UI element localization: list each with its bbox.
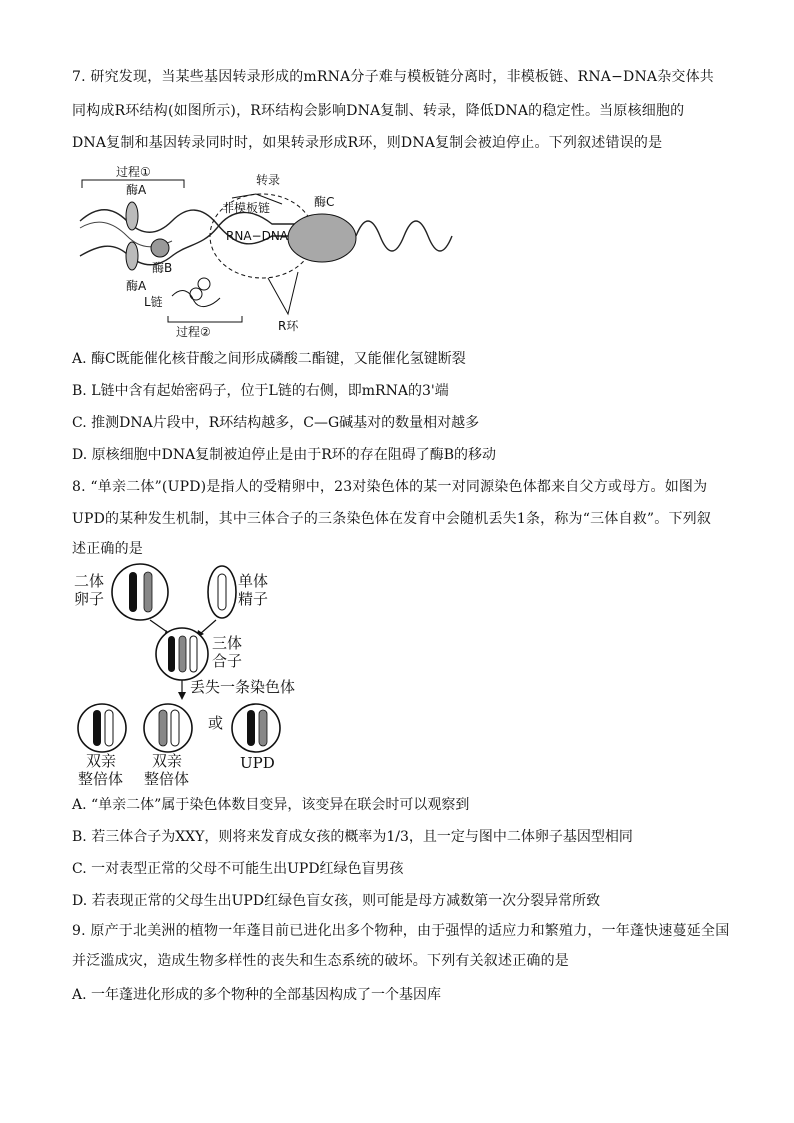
biparental-2 (144, 704, 192, 752)
bi2-label-1: 双亲 (152, 752, 183, 770)
zygote-chromosome-white (190, 636, 197, 672)
q8-stem-line-3: 述正确的是 (72, 541, 143, 557)
bi1-label-2: 整倍体 (78, 770, 124, 788)
q8-option-c: C. 一对表型正常的父母不可能生出UPD红绿色盲男孩 (72, 861, 404, 877)
q8-stem-line-1: 8. “单亲二体”(UPD)是指人的受精卵中，23对染色体的某一对同源染色体都来自父方或母方。如图为 (72, 479, 708, 495)
upd-outcome (232, 704, 280, 752)
zygote-chromosome-black (168, 636, 175, 672)
bi1-chromosome-black (93, 710, 101, 746)
egg-label-1: 二体 (74, 572, 105, 590)
ribosome-1 (198, 278, 210, 290)
biparental-1 (78, 704, 126, 752)
or-label: 或 (208, 714, 224, 732)
bi2-chromosome-gray (159, 710, 167, 746)
enzyme-b (151, 239, 169, 257)
q9-option-a: A. 一年蓬进化形成的多个物种的全部基因构成了一个基因库 (72, 987, 442, 1003)
zygote-label-1: 三体 (212, 634, 243, 652)
egg-chromosome-black (129, 572, 137, 612)
zygote-chromosome-gray (179, 636, 186, 672)
enzyme-a-top (126, 202, 138, 230)
q7-option-b: B. L链中含有起始密码子，位于L链的右侧，即mRNA的3'端 (72, 383, 449, 399)
q8-option-b: B. 若三体合子为XXY，则将来发育成女孩的概率为1/3，且一定与图中二体卵子基因型相同 (72, 829, 633, 845)
upd-diagram (72, 562, 332, 788)
process1-label: 过程① (116, 166, 151, 179)
q8-stem-line-2: UPD的某种发生机制，其中三体合子的三条染色体在发育中会随机丢失1条，称为“三体自救”。下列叙 (72, 511, 712, 527)
enzyme-c-label: 酶C (314, 195, 335, 209)
ribosome-2 (190, 288, 202, 300)
q8-option-a: A. “单亲二体”属于染色体数目变异，该变异在联会时可以观察到 (72, 797, 470, 813)
enzyme-c (288, 214, 356, 262)
egg-label-2: 卵子 (74, 590, 105, 608)
bi1-label-1: 双亲 (86, 752, 117, 770)
bi2-chromosome-white (171, 710, 179, 746)
q7-option-d: D. 原核细胞中DNA复制被迫停止是由于R环的存在阻碍了酶B的移动 (72, 447, 497, 463)
q7-stem-line-1: 7. 研究发现，当某些基因转录形成的mRNA分子难与模板链分离时，非模板链、RNA−DNA杂交体共 (72, 69, 714, 85)
r-loop-pointer (268, 272, 298, 314)
q7-stem-line-2: 同构成R环结构(如图所示)，R环结构会影响DNA复制、转录，降低DNA的稳定性。当原核细胞的 (72, 103, 685, 119)
r-loop-label: R环 (278, 319, 299, 333)
diploid-egg (112, 564, 168, 620)
process2-bracket (168, 316, 242, 322)
enzyme-b-label: 酶B (152, 261, 173, 275)
upd-label: UPD (240, 754, 275, 772)
bi1-chromosome-white (105, 710, 113, 746)
arrow-down-head (178, 692, 186, 700)
process2-label: 过程② (176, 325, 211, 338)
q9-stem-line-2: 并泛滥成灾，造成生物多样性的丧失和生态系统的破坏。下列有关叙述正确的是 (72, 953, 569, 969)
upd-chromosome-gray (259, 710, 267, 746)
arrow-sperm (200, 620, 216, 634)
sperm-label-1: 单体 (238, 572, 269, 590)
q7-option-c: C. 推测DNA片段中，R环结构越多，C—G碱基对的数量相对越多 (72, 415, 480, 431)
q7-option-a: A. 酶C既能催化核苷酸之间形成磷酸二酯键，又能催化氢键断裂 (72, 351, 466, 367)
r-loop-diagram (72, 166, 532, 338)
egg-chromosome-gray (144, 572, 152, 612)
dna-right-helix (356, 221, 452, 251)
upd-chromosome-black (247, 710, 255, 746)
q7-stem-line-3: DNA复制和基因转录同时时，如果转录形成R环，则DNA复制会被迫停止。下列叙述错误的是 (72, 135, 663, 151)
q9-stem-line-1: 9. 原产于北美洲的植物一年蓬目前已进化出多个物种，由于强悍的适应力和繁殖力，一年蓬快速蔓延全国 (72, 923, 730, 939)
enzyme-a-top-label: 酶A (126, 183, 147, 197)
sperm-label-2: 精子 (238, 590, 269, 608)
lose-label: 丢失一条染色体 (190, 678, 296, 696)
zygote-label-2: 合子 (212, 652, 243, 670)
q8-option-d: D. 若表现正常的父母生出UPD红绿色盲女孩，则可能是母方减数第一次分裂异常所致 (72, 893, 601, 909)
sperm-chromosome (218, 574, 226, 610)
rnadna-label: RNA−DNA (226, 229, 289, 243)
bi2-label-2: 整倍体 (144, 770, 190, 788)
enzyme-a-bottom (126, 242, 138, 270)
nontemplate-label: 非模板链 (222, 201, 271, 215)
l-chain-label: L链 (144, 295, 163, 309)
enzyme-a-bottom-label: 酶A (126, 279, 147, 293)
transcription-label: 转录 (256, 173, 281, 187)
